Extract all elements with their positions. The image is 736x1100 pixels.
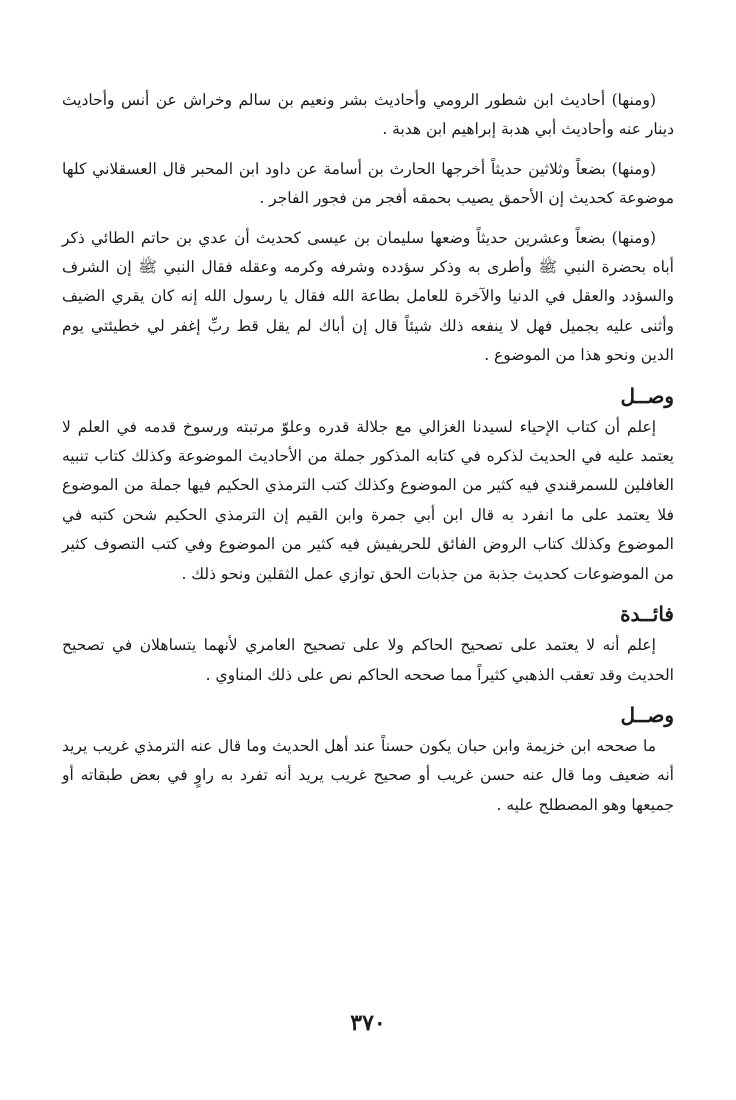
paragraph-harith-ibn-usama: (ومنها) بضعاً وثلاثين حديثاً أخرجها الحارث بن أسامة عن داود ابن المحبر قال العسقلاني كلها موضوعة كحديث إن الأحمق يصيب بحمقه أفجر من فجور الفاجر . [62, 159, 674, 208]
page-number: ٣٧٠ [350, 1010, 386, 1036]
section-heading-wasl-2: وصــل [620, 702, 674, 727]
paragraph-hakim-note: إعلم أنه لا يعتمد على تصحيح الحاكم ولا على تصحيح العامري لأنهما يتساهلان في تصحيح الحديث وقد تعقب الذهبي كثيراً مما صححه الحاكم نص على ذلك المناوي . [62, 636, 674, 684]
paragraph-ibn-shatur: (ومنها) أحاديث ابن شطور الرومي وأحاديث بشر ونعيم بن سالم وخراش عن أنس وأحاديث دينار عنه وأحاديث أبي هدبة إبراهيم ابن هدبة . [62, 91, 674, 139]
paragraph-sulayman-ibn-isa: (ومنها) بضعاً وعشرين حديثاً وضعها سليمان بن عيسى كحديث أن عدي بن حاتم الطائي ذكر أباه بحضرة النبي ﷺ وأطرى به وذكر سؤدده وشرفه وكرمه وعقله فقال النبي ﷺ إن الشرف والسؤدد والعقل في الدنيا والآخرة للعامل بطاعة الله فقال يا رسول الله إنه كان يقري الضيف وأثنى عليه بجميل فهل لا ينفعه ذلك شيئاً قال إن أباك لم يقل قط ربِّ إغفر لي خطيئتي يوم الدين ونحو هذا من الموضوع . [62, 228, 674, 365]
page-body [62, 86, 674, 830]
paragraph-ibn-khuzayma-note: ما صححه ابن خزيمة وابن حبان يكون حسناً عند أهل الحديث وما قال عنه الترمذي غريب يريد أنه ضعيف وما قال عنه حسن غريب أو صحيح غريب يريد أنه تفرد به راوٍ في بعض طبقاته أو جميعها وهو المصطلح عليه . [62, 736, 674, 814]
paragraph-ihya-note: إعلم أن كتاب الإحياء لسيدنا الغزالي مع جلالة قدره وعلوّ مرتبته ورسوخ قدمه في العلم لا يعتمد عليه في الحديث لذكره في كتابه المذكور جملة من الأحاديث الموضوعة وكذلك كتاب تنبيه الغافلين للسمرقندي فيه كثير من الموضوع وكذلك كتب الترمذي الحكيم فيها جملة من الموضوع فلا يعتمد على ما انفرد به قال ابن أبي جمرة وابن القيم إن الترمذي الحكيم شحن كتبه في الموضوع وكذلك كتاب الروض الفائق للحريفيش فيه كثير من الموضوع وفي كتب التصوف كثير من الموضوعات كحديث جذبة من جذبات الحق توازي عمل الثقلين ونحو ذلك . [62, 417, 674, 583]
section-heading-faida: فائــدة [620, 602, 674, 627]
section-heading-wasl-1: وصــل [620, 383, 674, 408]
